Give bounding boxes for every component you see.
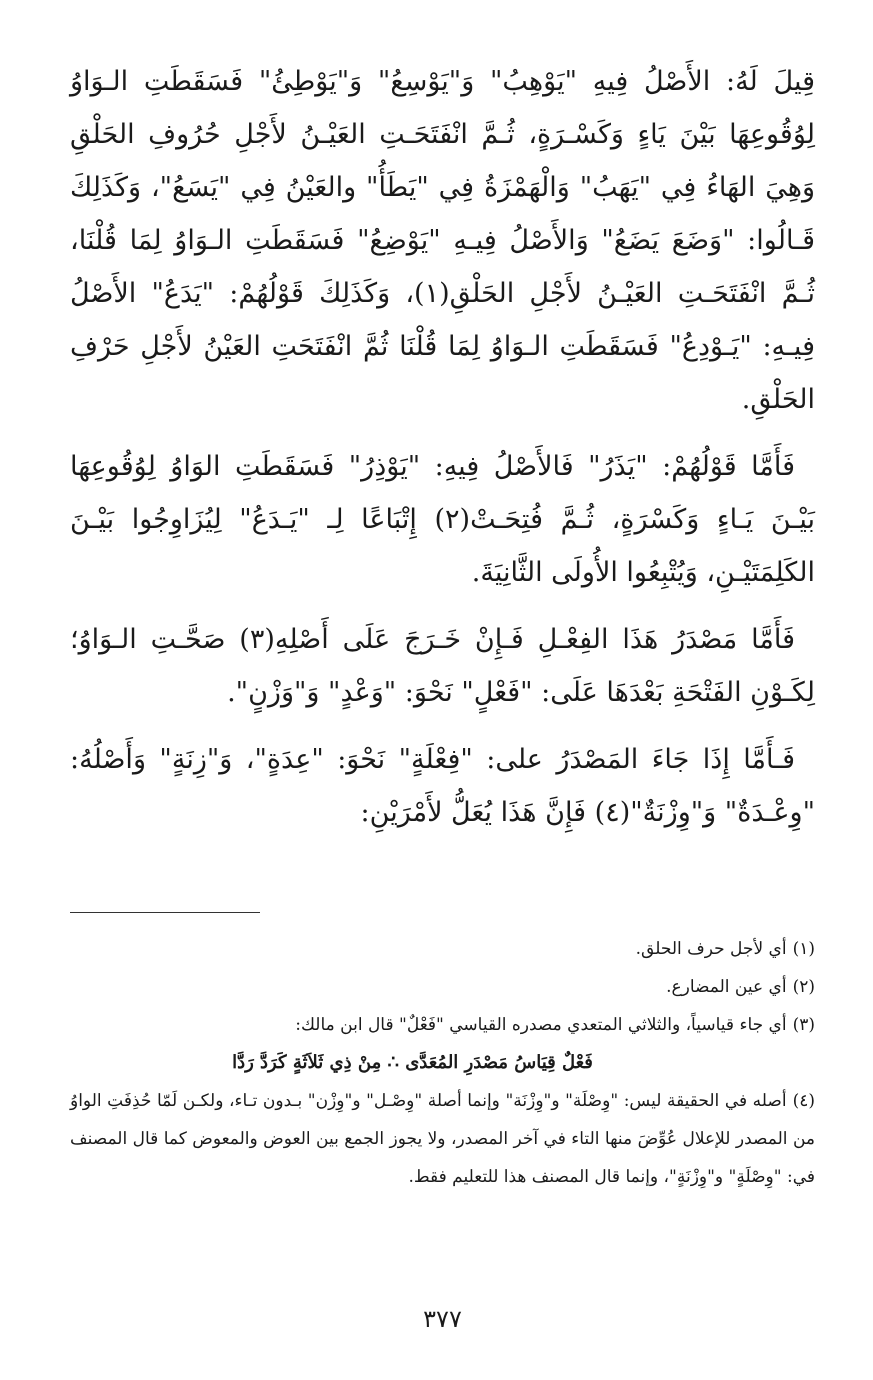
footnote-1 — [70, 930, 815, 968]
footnote-number: (٢) — [792, 977, 815, 997]
footnote-3 — [70, 1006, 815, 1044]
paragraph-3: فَأَمَّا مَصْدَرُ هَذَا الفِعْـلِ فَـإِنْ خَـرَجَ عَلَى أَصْلِهِ(٣) صَحَّـتِ الـوَاوُ؛ لِكَـوْنِ الفَتْحَةِ بَعْدَهَا عَلَى: "فَعْلٍ" نَحْوَ: "وَعْدٍ" وَ"وَزْنٍ". — [70, 624, 815, 708]
paragraph-4: فَـأَمَّا إِذَا جَاءَ المَصْدَرُ على: "فِعْلَةٍ" نَحْوَ: "عِدَةٍ"، وَ"زِنَةٍ" وَأَصْلُهُ: "وِعْـدَةٌ" وَ"وِزْنَةٌ"(٤) فَإِنَّ هَذَا يُعَلُّ لأَمْرَيْنِ: — [70, 744, 815, 828]
footnote-number: (٤) — [792, 1091, 815, 1111]
footnote-text: أي لأجل حرف الحلق. — [635, 939, 787, 959]
footnote-number: (٣) — [792, 1015, 815, 1035]
poetry-verse: فَعْلٌ قِيَاسُ مَصْدَرِ المُعَدَّى ∴ مِنْ ذِي ثَلاَثَةٍ كَرَدَّ رَدَّا — [232, 1052, 593, 1073]
footnote-2 — [70, 968, 815, 1006]
page-number: ٣٧٧ — [423, 1305, 462, 1333]
footnotes — [70, 930, 815, 1196]
footnote-separator — [70, 912, 260, 913]
paragraph-1: قِيلَ لَهُ: الأَصْلُ فِيهِ "يَوْهِبُ" وَ"يَوْسِعُ" وَ"يَوْطِئُ" فَسَقَطَتِ الـوَاوُ لِوُقُوعِهَا بَيْنَ يَاءٍ وَكَسْـرَةٍ، ثُـمَّ انْفَتَحَـتِ العَيْـنُ لأَجْلِ حُرُوفِ الحَلْقِ وَهِيَ الهَاءُ فِي "يَهَبُ" وَالْهَمْزَةُ فِي "يَطَأُ" والعَيْنُ فِي "يَسَعُ"، وَكَذَلِكَ قَـالُوا: "وَضَعَ يَضَعُ" وَالأَصْلُ فِيـهِ "يَوْضِعُ" فَسَقَطَتِ الـوَاوُ لِمَا قُلْنَا، ثُـمَّ انْفَتَحَـتِ العَيْـنُ لأَجْلِ الحَلْقِ(١)، وَكَذَلِكَ قَوْلُهُمْ: "يَدَعُ" الأَصْلُ فِيـهِ: "يَـوْدِعُ" فَسَقَطَتِ الـوَاوُ لِمَا قُلْنَا ثُمَّ انْفَتَحَتِ العَيْنُ لأَجْلِ حَرْفِ الحَلْقِ. — [70, 66, 815, 415]
document-page — [70, 55, 815, 1355]
footnote-text: أي جاء قياسياً، والثلاثي المتعدي مصدره القياسي "فَعْلٌ" قال ابن مالك: — [295, 1015, 787, 1035]
paragraph-2: فَأَمَّا قَوْلُهُمْ: "يَذَرُ" فَالأَصْلُ فِيهِ: "يَوْذِرُ" فَسَقَطَتِ الوَاوُ لِوُقُوعِهَا بَيْـنَ يَـاءٍ وَكَسْرَةٍ، ثُـمَّ فُتِحَـتْ(٢) إِتْبَاعًا لِـ "يَـدَعُ" لِيُزَاوِجُوا بَيْـنَ الكَلِمَتَيْـنِ، وَيُتْبِعُوا الأُولَى الثَّانِيَةَ. — [70, 451, 815, 588]
footnote-4 — [70, 1082, 815, 1196]
footnote-text: أصله في الحقيقة ليس: "وِصْلَة" و"وِزْنَة" وإنما أصلة "وِصْـل" و"وِزْن" بـدون تـاء، ولكـن لَمّا حُذِفَتِ الواوُ من المصدر للإعلال عُوِّضَ منها التاء في آخر المصدر، ولا يجوز الجمع بين العوض والمعوض كما قال المصنف في: "وِصْلَةٍ" و"وِزْنَةٍ"، وإنما قال المصنف هذا للتعليم فقط. — [70, 1091, 815, 1187]
footnote-text: أي عين المضارع. — [666, 977, 787, 997]
main-text — [70, 55, 815, 839]
footnote-number: (١) — [792, 939, 815, 959]
